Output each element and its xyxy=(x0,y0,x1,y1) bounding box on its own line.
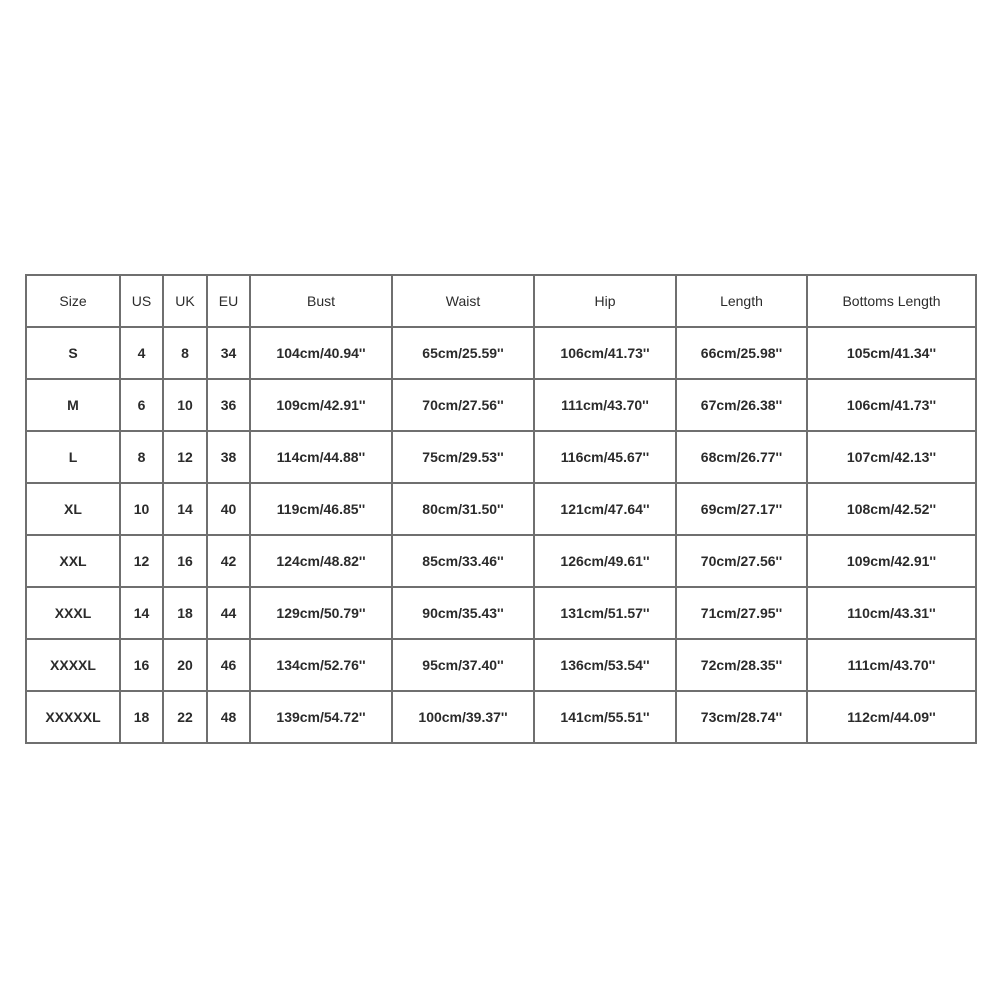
cell-bottoms-length: 105cm/41.34'' xyxy=(807,327,976,379)
cell-hip: 141cm/55.51'' xyxy=(534,691,676,743)
cell-eu: 44 xyxy=(207,587,250,639)
cell-us: 14 xyxy=(120,587,163,639)
cell-bottoms-length: 109cm/42.91'' xyxy=(807,535,976,587)
cell-bust: 114cm/44.88'' xyxy=(250,431,392,483)
cell-us: 10 xyxy=(120,483,163,535)
cell-hip: 121cm/47.64'' xyxy=(534,483,676,535)
header-uk: UK xyxy=(163,275,207,327)
cell-uk: 18 xyxy=(163,587,207,639)
cell-uk: 12 xyxy=(163,431,207,483)
table-row xyxy=(26,483,976,535)
cell-us: 8 xyxy=(120,431,163,483)
cell-bust: 119cm/46.85'' xyxy=(250,483,392,535)
header-size: Size xyxy=(26,275,120,327)
table-row xyxy=(26,327,976,379)
cell-length: 66cm/25.98'' xyxy=(676,327,807,379)
cell-hip: 106cm/41.73'' xyxy=(534,327,676,379)
cell-length: 67cm/26.38'' xyxy=(676,379,807,431)
header-bust: Bust xyxy=(250,275,392,327)
header-hip: Hip xyxy=(534,275,676,327)
cell-eu: 38 xyxy=(207,431,250,483)
cell-length: 70cm/27.56'' xyxy=(676,535,807,587)
header-length: Length xyxy=(676,275,807,327)
size-chart-table xyxy=(25,274,977,744)
cell-eu: 40 xyxy=(207,483,250,535)
cell-waist: 70cm/27.56'' xyxy=(392,379,534,431)
table-row xyxy=(26,379,976,431)
cell-hip: 136cm/53.54'' xyxy=(534,639,676,691)
cell-waist: 75cm/29.53'' xyxy=(392,431,534,483)
cell-size: XXXL xyxy=(26,587,120,639)
cell-bust: 109cm/42.91'' xyxy=(250,379,392,431)
cell-bust: 129cm/50.79'' xyxy=(250,587,392,639)
cell-bottoms-length: 107cm/42.13'' xyxy=(807,431,976,483)
cell-eu: 48 xyxy=(207,691,250,743)
cell-uk: 10 xyxy=(163,379,207,431)
cell-length: 71cm/27.95'' xyxy=(676,587,807,639)
cell-hip: 126cm/49.61'' xyxy=(534,535,676,587)
cell-size: XXXXL xyxy=(26,639,120,691)
cell-length: 73cm/28.74'' xyxy=(676,691,807,743)
cell-bottoms-length: 108cm/42.52'' xyxy=(807,483,976,535)
cell-us: 6 xyxy=(120,379,163,431)
cell-size: XXXXXL xyxy=(26,691,120,743)
header-waist: Waist xyxy=(392,275,534,327)
cell-eu: 42 xyxy=(207,535,250,587)
table-row xyxy=(26,639,976,691)
cell-bust: 124cm/48.82'' xyxy=(250,535,392,587)
cell-uk: 14 xyxy=(163,483,207,535)
header-eu: EU xyxy=(207,275,250,327)
cell-size: XL xyxy=(26,483,120,535)
cell-waist: 65cm/25.59'' xyxy=(392,327,534,379)
cell-bust: 104cm/40.94'' xyxy=(250,327,392,379)
cell-size: XXL xyxy=(26,535,120,587)
cell-waist: 95cm/37.40'' xyxy=(392,639,534,691)
table-row xyxy=(26,431,976,483)
cell-uk: 22 xyxy=(163,691,207,743)
header-bottoms-length: Bottoms Length xyxy=(807,275,976,327)
cell-us: 12 xyxy=(120,535,163,587)
cell-waist: 80cm/31.50'' xyxy=(392,483,534,535)
cell-bust: 134cm/52.76'' xyxy=(250,639,392,691)
cell-waist: 100cm/39.37'' xyxy=(392,691,534,743)
cell-bottoms-length: 112cm/44.09'' xyxy=(807,691,976,743)
cell-length: 72cm/28.35'' xyxy=(676,639,807,691)
cell-bottoms-length: 111cm/43.70'' xyxy=(807,639,976,691)
cell-us: 16 xyxy=(120,639,163,691)
cell-bottoms-length: 106cm/41.73'' xyxy=(807,379,976,431)
cell-eu: 34 xyxy=(207,327,250,379)
cell-uk: 8 xyxy=(163,327,207,379)
cell-size: L xyxy=(26,431,120,483)
table-row xyxy=(26,587,976,639)
table-row xyxy=(26,691,976,743)
cell-hip: 131cm/51.57'' xyxy=(534,587,676,639)
cell-length: 69cm/27.17'' xyxy=(676,483,807,535)
table-row xyxy=(26,535,976,587)
cell-eu: 46 xyxy=(207,639,250,691)
header-us: US xyxy=(120,275,163,327)
cell-hip: 111cm/43.70'' xyxy=(534,379,676,431)
cell-hip: 116cm/45.67'' xyxy=(534,431,676,483)
cell-size: M xyxy=(26,379,120,431)
cell-bottoms-length: 110cm/43.31'' xyxy=(807,587,976,639)
cell-length: 68cm/26.77'' xyxy=(676,431,807,483)
cell-uk: 16 xyxy=(163,535,207,587)
cell-waist: 85cm/33.46'' xyxy=(392,535,534,587)
cell-size: S xyxy=(26,327,120,379)
cell-eu: 36 xyxy=(207,379,250,431)
cell-bust: 139cm/54.72'' xyxy=(250,691,392,743)
cell-us: 18 xyxy=(120,691,163,743)
cell-uk: 20 xyxy=(163,639,207,691)
header-row xyxy=(26,275,976,327)
cell-us: 4 xyxy=(120,327,163,379)
cell-waist: 90cm/35.43'' xyxy=(392,587,534,639)
